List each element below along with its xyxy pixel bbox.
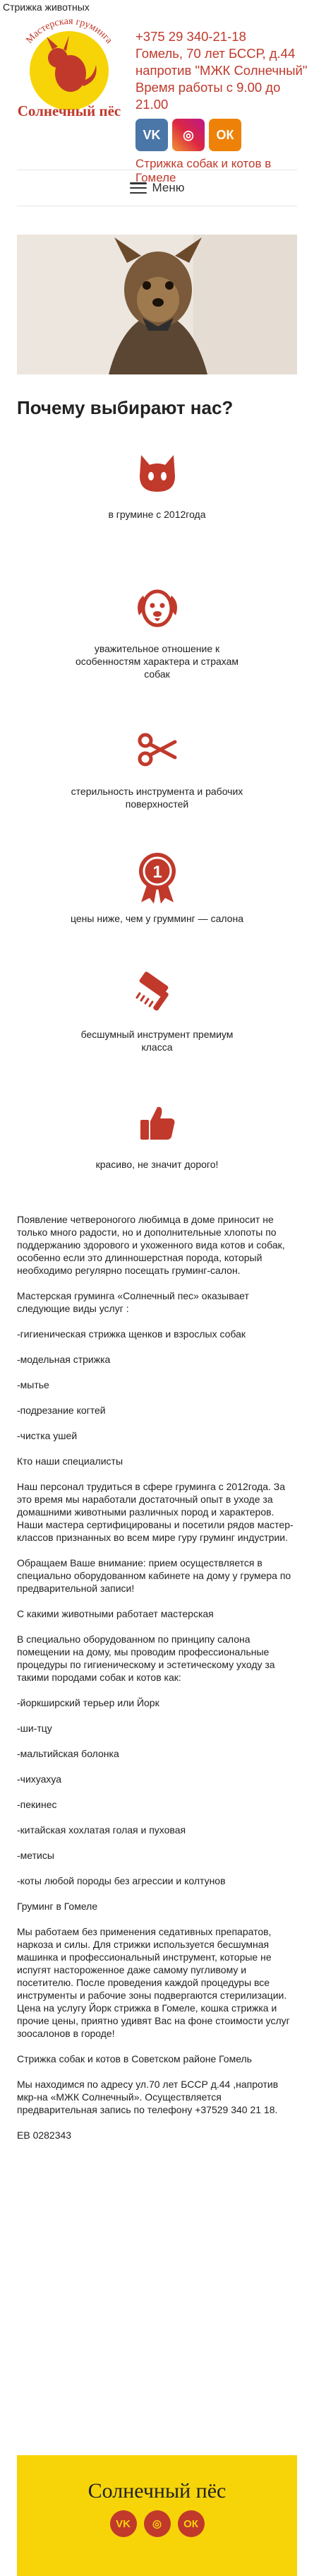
article-paragraph: -пекинес (17, 1799, 57, 1810)
vk-icon[interactable]: VK (135, 119, 168, 151)
site-logo[interactable] (6, 16, 133, 122)
social-links (135, 119, 312, 151)
feature-text: красиво, не значит дорого! (95, 1159, 219, 1170)
phone-link[interactable]: +375 29 340-21-18 (135, 29, 246, 44)
header (0, 13, 314, 184)
article-paragraph: -китайская хохлатая голая и пуховая (17, 1824, 186, 1836)
site-topline: Стрижка животных (3, 1, 90, 13)
article-paragraph: -ши-тцу (17, 1723, 52, 1734)
article-paragraph: Мастерская груминга «Солнечный пес» оказывает следующие виды услуг : (17, 1290, 249, 1314)
footer-social-links (17, 2510, 297, 2537)
article-text (17, 1213, 297, 2141)
cat-icon (129, 444, 186, 501)
feature-text: в грумине с 2012года (108, 509, 206, 520)
dog-icon (129, 579, 186, 635)
article-paragraph: Появление четвероногого любимца в доме приносит не только много радости, но и дополнительные хлопоты по поддержанию здорового и ухоженного вида котов и собак, особенно если это длинношерстная порода, который необходимо регулярно посещать груминг-салон. (17, 1214, 285, 1276)
feature-text: бесшумный инструмент премиум класса (80, 1029, 234, 1053)
article-paragraph: -чихуахуа (17, 1773, 62, 1785)
feature-item (0, 1094, 314, 1171)
article-paragraph: -метисы (17, 1850, 54, 1861)
article-paragraph: ЕВ 0282343 (17, 2129, 72, 2141)
contacts (135, 28, 312, 185)
brush-icon (129, 964, 186, 1021)
feature-item (0, 444, 314, 521)
article-paragraph: Мы находимся по адресу ул.70 лет БССР д.44 ,напротив мкр-на «МЖК Солнечный». Осуществляется предварительная запись по телефону +37529 340 21 18. (17, 2079, 279, 2115)
article-paragraph: -мытье (17, 1379, 49, 1390)
thumbs-up-icon (129, 1094, 186, 1151)
footer-brand: Солнечный пёс (87, 2479, 227, 2503)
article-paragraph: -йоркширский терьер или Йорк (17, 1697, 159, 1708)
scissors-icon (129, 721, 186, 778)
feature-text: уважительное отношение к особенностям характера и страхам собак (75, 643, 239, 680)
article-paragraph: -мальтийская болонка (17, 1748, 119, 1759)
feature-item (0, 579, 314, 680)
instagram-icon[interactable]: ◎ (144, 2510, 171, 2537)
article-paragraph: Наш персонал трудиться в сфере груминга с 2012года. За это время мы наработали достаточный опыт в уходе за домашними животными различных пород и характеров. Наши мастера сертифицированы и посетили рядов мастер-классов признанных во всем мире гуру груминг индустрии. (17, 1481, 294, 1543)
feature-text: цены ниже, чем у грумминг — салона (71, 913, 243, 924)
section-title: Почему выбирают нас? (17, 397, 234, 418)
medal-icon (129, 849, 186, 905)
article-paragraph: С какими животными работает мастерская (17, 1608, 214, 1619)
article-paragraph: -подрезание когтей (17, 1405, 106, 1416)
article-paragraph: -гигиеническая стрижка щенков и взрослых собак (17, 1328, 246, 1340)
logo-name: Солнечный пёс (17, 102, 121, 119)
article-paragraph: Мы работаем без применения седативных препаратов, наркоза и силы. Для стрижки используется бесшумная машинка и профессиональный инструмент, которые не испугят настороженное даже самому пугливому и посетителю. После проведения каждой процедуры все инструменты и рабочие зоны подвергаются стерилизации. Цена на услугу Йорк стрижка в Гомеле, кошка стрижка и прочие цены, приятно удивят Вас на фоне стоимости услуг зоосалонов в городе! (17, 1926, 290, 2039)
feature-item (0, 849, 314, 925)
svg-text:1: 1 (152, 863, 162, 882)
article-paragraph: -чистка ушей (17, 1430, 78, 1441)
odnoklassniki-icon[interactable]: ОК (178, 2510, 205, 2537)
logo-arc-text: Мастерская груминга (24, 16, 114, 46)
feature-text: стерильность инструмента и рабочих поверхностей (71, 786, 243, 810)
article-paragraph: Груминг в Гомеле (17, 1901, 98, 1912)
article-paragraph: Стрижка собак и котов в Советском районе Гомель (17, 2053, 252, 2064)
menu-label: Меню (152, 181, 185, 194)
feature-item (0, 721, 314, 810)
address-line-1: Гомель, 70 лет БССР, д.44 (135, 46, 296, 61)
feature-item (0, 964, 314, 1053)
hero-dog-photo (17, 235, 297, 374)
article-paragraph: Кто наши специалисты (17, 1455, 123, 1467)
address-line-2: напротив "МЖК Солнечный" (135, 63, 308, 78)
header-slogan: Стрижка собак и котов в Гомеле (135, 157, 272, 184)
instagram-icon[interactable]: ◎ (172, 119, 205, 151)
vk-icon[interactable]: VK (110, 2510, 137, 2537)
features-list (0, 444, 314, 1171)
article-paragraph: В специально оборудованном по принципу салона помещении на дому, мы проводим профессиональные процедуры по гигиеническому и эстетическому уходу за такими породами собак и котов как: (17, 1633, 275, 1683)
working-hours: Время работы с 9.00 до 21.00 (135, 80, 281, 112)
article-paragraph: Обращаем Ваше внимание: прием осуществляется в специально оборудованном кабинете на дому у грумера по предварительной записи! (17, 1557, 291, 1594)
footer (17, 2455, 297, 2576)
odnoklassniki-icon[interactable]: ОК (209, 119, 241, 151)
article-paragraph: -модельная стрижка (17, 1354, 111, 1365)
article-paragraph: -коты любой породы без агрессии и колтунов (17, 1875, 226, 1886)
